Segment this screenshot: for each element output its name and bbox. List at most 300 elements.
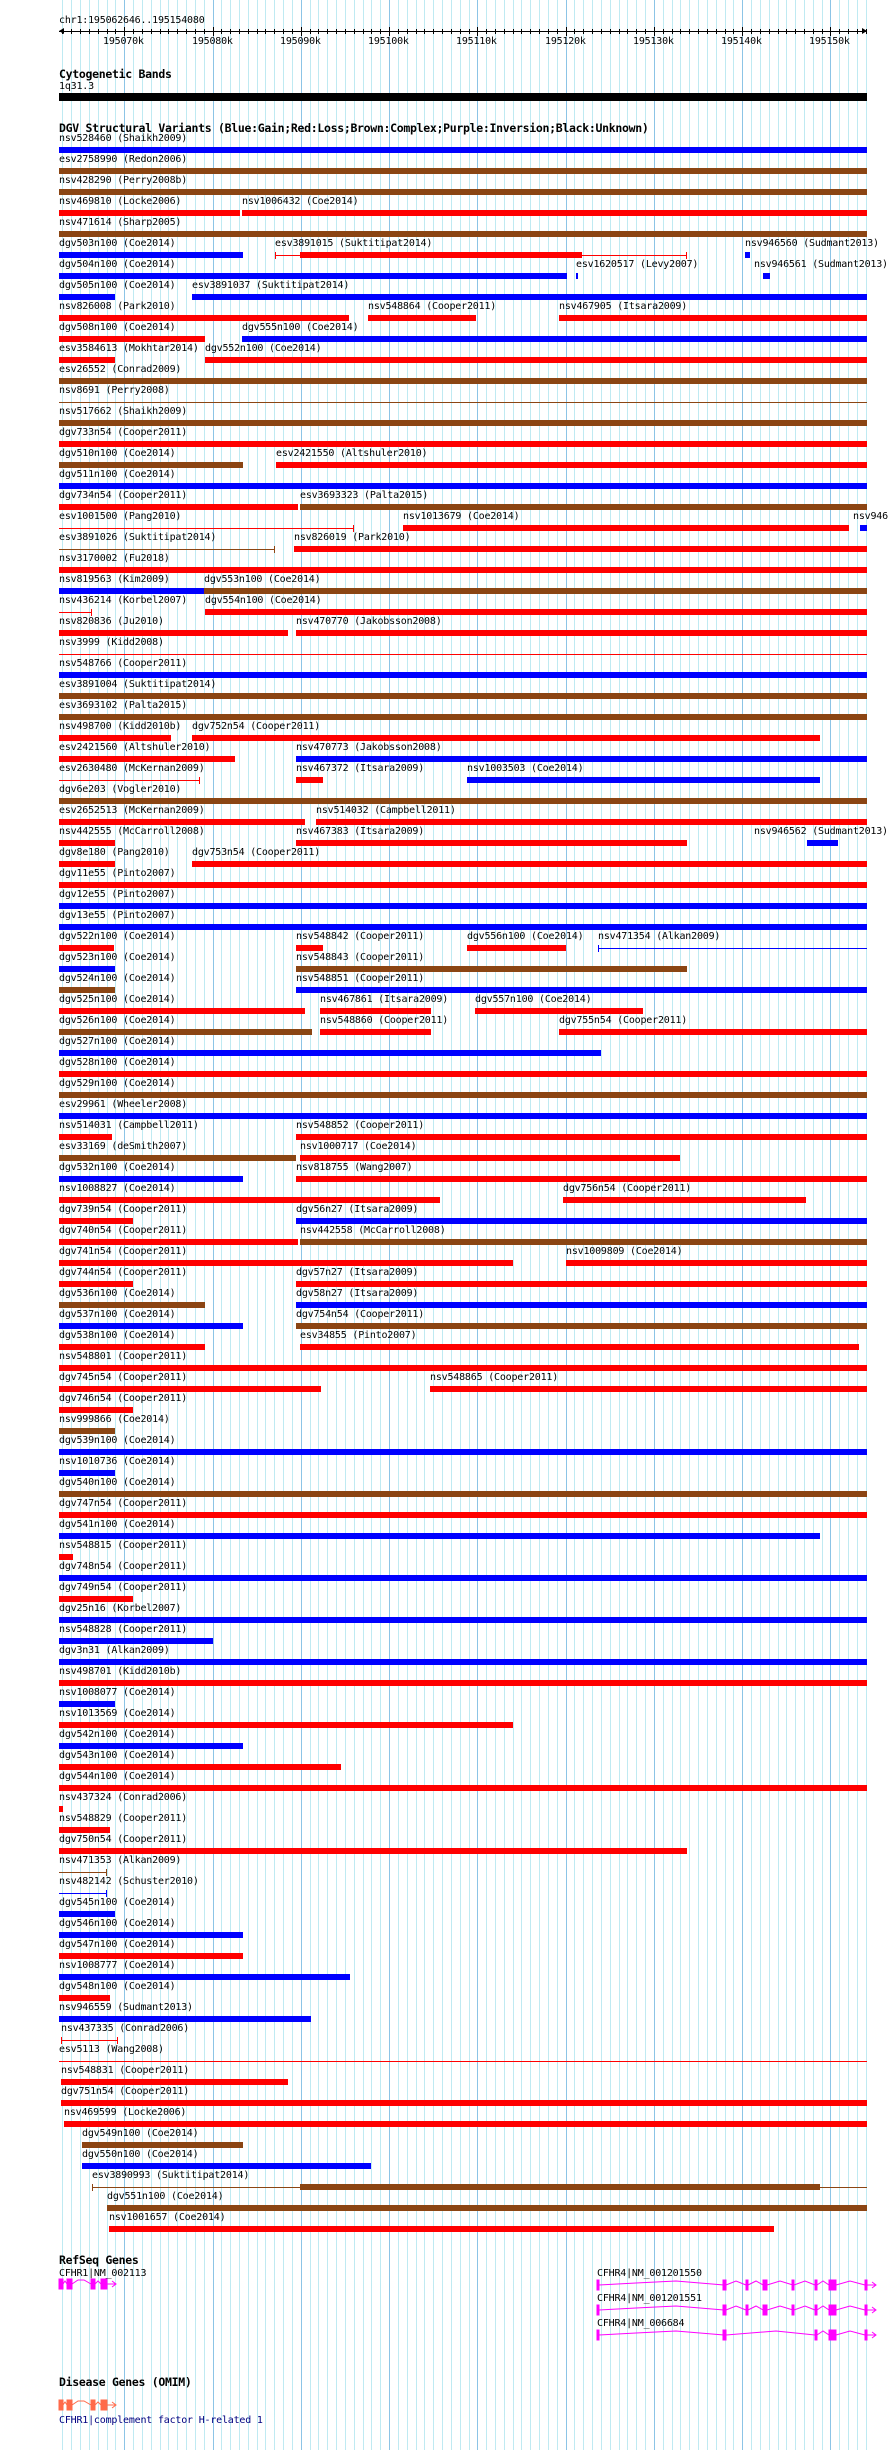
variant-bar[interactable] [59, 1281, 133, 1287]
variant-label[interactable]: dgv751n54 (Cooper2011) [61, 2086, 190, 2097]
variant-label[interactable]: nsv946561 (Sudmant2013) [754, 259, 888, 270]
variant-label[interactable]: nsv548842 (Cooper2011) [296, 931, 425, 942]
variant-label[interactable]: esv34855 (Pinto2007) [300, 1330, 417, 1341]
variant-label[interactable]: dgv755n54 (Cooper2011) [559, 1015, 688, 1026]
variant-label[interactable]: nsv548829 (Cooper2011) [59, 1813, 188, 1824]
variant-label[interactable]: nsv1000717 (Coe2014) [300, 1141, 417, 1152]
variant-bar[interactable] [82, 2142, 243, 2148]
variant-bar[interactable] [296, 1323, 867, 1329]
variant-bar[interactable] [59, 693, 867, 699]
variant-label[interactable]: nsv470773 (Jakobsson2008) [296, 742, 442, 753]
variant-bar[interactable] [59, 798, 867, 804]
variant-bar[interactable] [59, 1638, 213, 1644]
variant-label[interactable]: dgv740n54 (Cooper2011) [59, 1225, 188, 1236]
variant-bar[interactable] [59, 756, 235, 762]
variant-label[interactable]: nsv548831 (Cooper2011) [61, 2065, 190, 2076]
variant-line[interactable] [59, 549, 275, 550]
variant-bar[interactable] [59, 1911, 115, 1917]
variant-bar[interactable] [82, 2163, 371, 2169]
variant-label[interactable]: nsv1008077 (Coe2014) [59, 1687, 176, 1698]
variant-label[interactable]: nsv436214 (Korbel2007) [59, 595, 188, 606]
variant-bar[interactable] [59, 945, 114, 951]
gene-label[interactable]: CFHR4|NM_001201550 [597, 2268, 702, 2279]
variant-bar[interactable] [296, 777, 323, 783]
variant-bar[interactable] [59, 1302, 205, 1308]
variant-label[interactable]: esv5113 (Wang2008) [59, 2044, 164, 2055]
variant-bar[interactable] [59, 1449, 867, 1455]
variant-bar[interactable] [559, 1029, 867, 1035]
variant-bar[interactable] [242, 336, 867, 342]
variant-label[interactable]: nsv437324 (Conrad2006) [59, 1792, 188, 1803]
variant-bar[interactable] [296, 840, 687, 846]
variant-bar[interactable] [59, 1722, 513, 1728]
variant-bar[interactable] [192, 861, 867, 867]
variant-bar[interactable] [205, 357, 867, 363]
variant-label[interactable]: nsv826008 (Park2010) [59, 301, 176, 312]
variant-label[interactable]: dgv749n54 (Cooper2011) [59, 1582, 188, 1593]
variant-label[interactable]: nsv442558 (McCarroll2008) [300, 1225, 446, 1236]
variant-bar[interactable] [296, 987, 867, 993]
variant-label[interactable]: esv2421560 (Altshuler2010) [59, 742, 211, 753]
variant-label[interactable]: nsv3999 (Kidd2008) [59, 637, 164, 648]
variant-bar[interactable] [300, 252, 582, 258]
variant-label[interactable]: dgv549n100 (Coe2014) [82, 2128, 199, 2139]
variant-bar[interactable] [192, 294, 867, 300]
variant-bar[interactable] [59, 1092, 867, 1098]
variant-bar[interactable] [566, 1260, 867, 1266]
variant-bar[interactable] [59, 273, 567, 279]
variant-label[interactable]: dgv557n100 (Coe2014) [475, 994, 592, 1005]
variant-label[interactable]: dgv540n100 (Coe2014) [59, 1477, 176, 1488]
variant-label[interactable]: nsv826019 (Park2010) [294, 532, 411, 543]
variant-bar[interactable] [59, 567, 867, 573]
variant-label[interactable]: dgv532n100 (Coe2014) [59, 1162, 176, 1173]
variant-bar[interactable] [204, 588, 867, 594]
variant-label[interactable]: dgv527n100 (Coe2014) [59, 1036, 176, 1047]
variant-bar[interactable] [59, 1071, 867, 1077]
variant-bar[interactable] [59, 966, 115, 972]
variant-bar[interactable] [59, 1008, 305, 1014]
variant-label[interactable]: dgv504n100 (Coe2014) [59, 259, 176, 270]
variant-label[interactable]: esv2758990 (Redon2006) [59, 154, 188, 165]
variant-label[interactable]: dgv528n100 (Coe2014) [59, 1057, 176, 1068]
variant-bar[interactable] [745, 252, 750, 258]
variant-bar[interactable] [59, 1827, 110, 1833]
variant-label[interactable]: dgv551n100 (Coe2014) [107, 2191, 224, 2202]
variant-bar[interactable] [192, 735, 820, 741]
variant-label[interactable]: nsv548843 (Cooper2011) [296, 952, 425, 963]
variant-bar[interactable] [467, 777, 820, 783]
variant-line[interactable] [59, 612, 92, 613]
variant-bar[interactable] [320, 1029, 431, 1035]
variant-bar[interactable] [296, 1176, 867, 1182]
variant-label[interactable]: dgv746n54 (Cooper2011) [59, 1393, 188, 1404]
variant-bar[interactable] [59, 147, 867, 153]
variant-label[interactable]: nsv1009809 (Coe2014) [566, 1246, 683, 1257]
variant-bar[interactable] [296, 630, 867, 636]
variant-bar[interactable] [59, 714, 867, 720]
variant-label[interactable]: dgv548n100 (Coe2014) [59, 1981, 176, 1992]
variant-bar[interactable] [59, 1596, 133, 1602]
omim-gene-label[interactable]: CFHR1|complement factor H-related 1 [59, 2415, 263, 2426]
variant-label[interactable]: nsv514031 (Campbell2011) [59, 1120, 199, 1131]
variant-label[interactable]: esv26552 (Conrad2009) [59, 364, 182, 375]
variant-bar[interactable] [59, 1701, 115, 1707]
gene-label[interactable]: CFHR4|NM_001201551 [597, 2293, 702, 2304]
variant-bar[interactable] [242, 210, 867, 216]
cytoband-bar[interactable] [59, 93, 867, 101]
variant-label[interactable]: dgv741n54 (Cooper2011) [59, 1246, 188, 1257]
variant-label[interactable]: nsv528460 (Shaikh2009) [59, 133, 188, 144]
variant-label[interactable]: dgv510n100 (Coe2014) [59, 448, 176, 459]
variant-bar[interactable] [59, 1533, 820, 1539]
variant-label[interactable]: dgv542n100 (Coe2014) [59, 1729, 176, 1740]
variant-label[interactable]: dgv505n100 (Coe2014) [59, 280, 176, 291]
gene-cfhr4-glyph[interactable] [596, 2304, 878, 2316]
variant-bar[interactable] [860, 525, 867, 531]
variant-bar[interactable] [59, 2016, 311, 2022]
variant-bar[interactable] [807, 840, 838, 846]
gene-cfhr4-glyph[interactable] [596, 2279, 878, 2291]
variant-bar[interactable] [59, 1995, 110, 2001]
variant-bar[interactable] [59, 630, 288, 636]
variant-bar[interactable] [294, 546, 867, 552]
gene-label[interactable]: CFHR4|NM_006684 [597, 2318, 685, 2329]
variant-bar[interactable] [59, 1953, 243, 1959]
variant-label[interactable]: dgv508n100 (Coe2014) [59, 322, 176, 333]
variant-label[interactable]: esv3584613 (Mokhtar2014) [59, 343, 199, 354]
variant-label[interactable]: nsv470770 (Jakobsson2008) [296, 616, 442, 627]
variant-label[interactable]: dgv529n100 (Coe2014) [59, 1078, 176, 1089]
variant-bar[interactable] [296, 1218, 867, 1224]
variant-label[interactable]: dgv541n100 (Coe2014) [59, 1519, 176, 1530]
variant-line[interactable] [59, 2061, 867, 2062]
variant-label[interactable]: nsv946562 (Sudmant2013) [754, 826, 888, 837]
variant-bar[interactable] [59, 1134, 112, 1140]
variant-label[interactable]: dgv6e203 (Vogler2010) [59, 784, 182, 795]
variant-label[interactable]: dgv58n27 (Itsara2009) [296, 1288, 419, 1299]
variant-bar[interactable] [59, 840, 115, 846]
variant-bar[interactable] [59, 1554, 73, 1560]
variant-label[interactable]: dgv11e55 (Pinto2007) [59, 868, 176, 879]
variant-label[interactable]: dgv543n100 (Coe2014) [59, 1750, 176, 1761]
variant-bar[interactable] [59, 462, 243, 468]
variant-label[interactable]: dgv538n100 (Coe2014) [59, 1330, 176, 1341]
variant-bar[interactable] [296, 1302, 867, 1308]
variant-bar[interactable] [59, 819, 305, 825]
variant-bar[interactable] [59, 1260, 513, 1266]
variant-label[interactable]: nsv999866 (Coe2014) [59, 1414, 170, 1425]
variant-label[interactable]: nsv946 [853, 511, 888, 522]
variant-label[interactable]: nsv548815 (Cooper2011) [59, 1540, 188, 1551]
variant-label[interactable]: nsv498700 (Kidd2010b) [59, 721, 182, 732]
variant-bar[interactable] [467, 945, 566, 951]
variant-bar[interactable] [59, 231, 867, 237]
variant-bar[interactable] [59, 1407, 133, 1413]
variant-bar[interactable] [205, 609, 867, 615]
variant-bar[interactable] [300, 1155, 680, 1161]
variant-label[interactable]: nsv548801 (Cooper2011) [59, 1351, 188, 1362]
variant-bar[interactable] [59, 294, 115, 300]
gene-cfhr1-glyph[interactable] [58, 2278, 120, 2290]
variant-bar[interactable] [59, 168, 867, 174]
variant-bar[interactable] [59, 588, 204, 594]
variant-bar[interactable] [64, 2121, 867, 2127]
variant-label[interactable]: nsv8691 (Perry2008) [59, 385, 170, 396]
variant-label[interactable]: nsv3170002 (Fu2018) [59, 553, 170, 564]
variant-bar[interactable] [576, 273, 578, 279]
variant-bar[interactable] [316, 819, 867, 825]
variant-label[interactable]: nsv818755 (Wang2007) [296, 1162, 413, 1173]
variant-bar[interactable] [403, 525, 849, 531]
variant-label[interactable]: dgv744n54 (Cooper2011) [59, 1267, 188, 1278]
variant-bar[interactable] [59, 1680, 867, 1686]
variant-bar[interactable] [300, 1344, 859, 1350]
variant-label[interactable]: nsv467383 (Itsara2009) [296, 826, 425, 837]
variant-label[interactable]: dgv544n100 (Coe2014) [59, 1771, 176, 1782]
variant-label[interactable]: dgv550n100 (Coe2014) [82, 2149, 199, 2160]
gene-label[interactable]: CFHR1|NM_002113 [59, 2268, 147, 2279]
variant-bar[interactable] [59, 420, 867, 426]
variant-bar[interactable] [320, 1008, 431, 1014]
variant-bar[interactable] [59, 1575, 867, 1581]
variant-bar[interactable] [276, 462, 867, 468]
variant-bar[interactable] [300, 2184, 820, 2190]
variant-bar[interactable] [296, 756, 867, 762]
variant-label[interactable]: nsv467905 (Itsara2009) [559, 301, 688, 312]
variant-label[interactable]: dgv752n54 (Cooper2011) [192, 721, 321, 732]
variant-label[interactable]: dgv554n100 (Coe2014) [205, 595, 322, 606]
variant-label[interactable]: nsv498701 (Kidd2010b) [59, 1666, 182, 1677]
variant-label[interactable]: dgv511n100 (Coe2014) [59, 469, 176, 480]
variant-bar[interactable] [59, 735, 171, 741]
variant-bar[interactable] [296, 966, 687, 972]
variant-label[interactable]: dgv747n54 (Cooper2011) [59, 1498, 188, 1509]
variant-bar[interactable] [59, 1050, 601, 1056]
variant-label[interactable]: esv2630480 (McKernan2009) [59, 763, 205, 774]
variant-label[interactable]: dgv739n54 (Cooper2011) [59, 1204, 188, 1215]
variant-bar[interactable] [59, 210, 240, 216]
variant-label[interactable]: esv2421550 (Altshuler2010) [276, 448, 428, 459]
variant-bar[interactable] [59, 1491, 867, 1497]
variant-label[interactable]: nsv819563 (Kim2009) [59, 574, 170, 585]
variant-line[interactable] [59, 402, 867, 403]
variant-label[interactable]: nsv548864 (Cooper2011) [368, 301, 497, 312]
variant-bar[interactable] [475, 1008, 643, 1014]
variant-label[interactable]: nsv548865 (Cooper2011) [430, 1372, 559, 1383]
variant-label[interactable]: nsv548828 (Cooper2011) [59, 1624, 188, 1635]
variant-label[interactable]: dgv556n100 (Coe2014) [467, 931, 584, 942]
variant-line[interactable] [59, 1872, 107, 1873]
variant-bar[interactable] [59, 1239, 298, 1245]
variant-label[interactable]: dgv539n100 (Coe2014) [59, 1435, 176, 1446]
variant-label[interactable]: nsv548766 (Cooper2011) [59, 658, 188, 669]
variant-label[interactable]: nsv548860 (Cooper2011) [320, 1015, 449, 1026]
variant-bar[interactable] [59, 1848, 687, 1854]
variant-bar[interactable] [59, 1029, 312, 1035]
variant-label[interactable]: dgv545n100 (Coe2014) [59, 1897, 176, 1908]
variant-bar[interactable] [59, 1764, 341, 1770]
variant-bar[interactable] [59, 357, 115, 363]
variant-label[interactable]: dgv56n27 (Itsara2009) [296, 1204, 419, 1215]
variant-label[interactable]: dgv57n27 (Itsara2009) [296, 1267, 419, 1278]
variant-bar[interactable] [59, 924, 867, 930]
variant-bar[interactable] [61, 2079, 288, 2085]
variant-label[interactable]: nsv548851 (Cooper2011) [296, 973, 425, 984]
variant-line[interactable] [61, 2040, 118, 2041]
variant-bar[interactable] [59, 1428, 115, 1434]
variant-label[interactable]: nsv471354 (Alkan2009) [598, 931, 721, 942]
variant-bar[interactable] [59, 1323, 243, 1329]
variant-label[interactable]: esv33169 (deSmith2007) [59, 1141, 188, 1152]
variant-label[interactable]: nsv517662 (Shaikh2009) [59, 406, 188, 417]
variant-label[interactable]: esv2652513 (McKernan2009) [59, 805, 205, 816]
variant-label[interactable]: dgv12e55 (Pinto2007) [59, 889, 176, 900]
variant-bar[interactable] [59, 504, 298, 510]
variant-label[interactable]: dgv733n54 (Cooper2011) [59, 427, 188, 438]
variant-label[interactable]: esv3891015 (Suktitipat2014) [275, 238, 433, 249]
variant-bar[interactable] [296, 1134, 867, 1140]
variant-label[interactable]: dgv523n100 (Coe2014) [59, 952, 176, 963]
variant-label[interactable]: nsv471353 (Alkan2009) [59, 1855, 182, 1866]
variant-label[interactable]: dgv734n54 (Cooper2011) [59, 490, 188, 501]
variant-label[interactable]: nsv482142 (Schuster2010) [59, 1876, 199, 1887]
variant-bar[interactable] [61, 2100, 867, 2106]
variant-label[interactable]: nsv1013569 (Coe2014) [59, 1708, 176, 1719]
gene-cfhr4-glyph[interactable] [596, 2329, 878, 2341]
variant-label[interactable]: nsv469599 (Locke2006) [64, 2107, 187, 2118]
variant-label[interactable]: dgv522n100 (Coe2014) [59, 931, 176, 942]
variant-label[interactable]: dgv748n54 (Cooper2011) [59, 1561, 188, 1572]
variant-label[interactable]: esv29961 (Wheeler2008) [59, 1099, 188, 1110]
variant-label[interactable]: dgv525n100 (Coe2014) [59, 994, 176, 1005]
variant-label[interactable]: dgv555n100 (Coe2014) [242, 322, 359, 333]
variant-label[interactable]: esv3891037 (Suktitipat2014) [192, 280, 350, 291]
variant-bar[interactable] [563, 1197, 806, 1203]
variant-bar[interactable] [368, 315, 476, 321]
variant-label[interactable]: dgv753n54 (Cooper2011) [192, 847, 321, 858]
variant-label[interactable]: esv1001500 (Pang2010) [59, 511, 182, 522]
variant-label[interactable]: nsv471614 (Sharp2005) [59, 217, 182, 228]
variant-bar[interactable] [763, 273, 770, 279]
variant-bar[interactable] [59, 1785, 867, 1791]
variant-label[interactable]: nsv469810 (Locke2006) [59, 196, 182, 207]
variant-label[interactable]: dgv553n100 (Coe2014) [204, 574, 321, 585]
variant-label[interactable]: nsv437335 (Conrad2006) [61, 2023, 190, 2034]
variant-bar[interactable] [59, 1743, 243, 1749]
variant-line[interactable] [59, 654, 867, 655]
variant-label[interactable]: dgv503n100 (Coe2014) [59, 238, 176, 249]
variant-label[interactable]: dgv547n100 (Coe2014) [59, 1939, 176, 1950]
variant-label[interactable]: nsv946560 (Sudmant2013) [745, 238, 879, 249]
variant-label[interactable]: nsv442555 (McCarroll2008) [59, 826, 205, 837]
variant-label[interactable]: dgv8e180 (Pang2010) [59, 847, 170, 858]
variant-label[interactable]: dgv537n100 (Coe2014) [59, 1309, 176, 1320]
variant-bar[interactable] [107, 2205, 867, 2211]
variant-label[interactable]: dgv526n100 (Coe2014) [59, 1015, 176, 1026]
variant-bar[interactable] [59, 483, 867, 489]
variant-label[interactable]: dgv546n100 (Coe2014) [59, 1918, 176, 1929]
variant-label[interactable]: esv3693102 (Palta2015) [59, 700, 188, 711]
variant-bar[interactable] [59, 1113, 867, 1119]
variant-bar[interactable] [109, 2226, 774, 2232]
variant-label[interactable]: nsv467861 (Itsara2009) [320, 994, 449, 1005]
variant-bar[interactable] [59, 1218, 133, 1224]
variant-label[interactable]: nsv1013679 (Coe2014) [403, 511, 520, 522]
variant-bar[interactable] [59, 336, 205, 342]
variant-bar[interactable] [300, 1239, 867, 1245]
variant-bar[interactable] [59, 1617, 867, 1623]
variant-label[interactable]: nsv467372 (Itsara2009) [296, 763, 425, 774]
variant-bar[interactable] [59, 1197, 440, 1203]
variant-bar[interactable] [59, 882, 867, 888]
variant-label[interactable]: dgv25n16 (Korbel2007) [59, 1603, 182, 1614]
variant-label[interactable]: nsv1008827 (Coe2014) [59, 1183, 176, 1194]
variant-bar[interactable] [300, 504, 867, 510]
variant-bar[interactable] [59, 1512, 867, 1518]
variant-line[interactable] [59, 1893, 107, 1894]
variant-bar[interactable] [59, 1155, 296, 1161]
variant-bar[interactable] [59, 1386, 321, 1392]
variant-label[interactable]: nsv1006432 (Coe2014) [242, 196, 359, 207]
variant-bar[interactable] [59, 861, 115, 867]
variant-label[interactable]: nsv1001657 (Coe2014) [109, 2212, 226, 2223]
variant-bar[interactable] [59, 672, 867, 678]
variant-bar[interactable] [430, 1386, 867, 1392]
variant-bar[interactable] [59, 315, 349, 321]
variant-label[interactable]: nsv1008777 (Coe2014) [59, 1960, 176, 1971]
variant-bar[interactable] [59, 1932, 243, 1938]
variant-bar[interactable] [59, 1659, 867, 1665]
variant-label[interactable]: dgv552n100 (Coe2014) [205, 343, 322, 354]
variant-label[interactable]: dgv754n54 (Cooper2011) [296, 1309, 425, 1320]
variant-bar[interactable] [296, 945, 323, 951]
variant-label[interactable]: nsv820836 (Ju2010) [59, 616, 164, 627]
variant-bar[interactable] [59, 378, 867, 384]
variant-line[interactable] [598, 948, 867, 949]
variant-label[interactable]: dgv756n54 (Cooper2011) [563, 1183, 692, 1194]
variant-label[interactable]: dgv3n31 (Alkan2009) [59, 1645, 170, 1656]
variant-line[interactable] [59, 780, 200, 781]
variant-bar[interactable] [59, 1974, 350, 1980]
variant-label[interactable]: esv3891026 (Suktitipat2014) [59, 532, 217, 543]
variant-bar[interactable] [59, 1806, 63, 1812]
variant-bar[interactable] [559, 315, 867, 321]
variant-label[interactable]: nsv946559 (Sudmant2013) [59, 2002, 193, 2013]
variant-label[interactable]: esv3891004 (Suktitipat2014) [59, 679, 217, 690]
variant-bar[interactable] [59, 252, 243, 258]
variant-label[interactable]: dgv13e55 (Pinto2007) [59, 910, 176, 921]
variant-bar[interactable] [59, 189, 867, 195]
variant-bar[interactable] [296, 1281, 867, 1287]
variant-label[interactable]: esv1620517 (Levy2007) [576, 259, 699, 270]
variant-label[interactable]: nsv548852 (Cooper2011) [296, 1120, 425, 1131]
variant-bar[interactable] [59, 441, 867, 447]
variant-label[interactable]: esv3890993 (Suktitipat2014) [92, 2170, 250, 2181]
variant-label[interactable]: dgv536n100 (Coe2014) [59, 1288, 176, 1299]
variant-bar[interactable] [59, 1470, 115, 1476]
variant-label[interactable]: dgv745n54 (Cooper2011) [59, 1372, 188, 1383]
variant-label[interactable]: nsv428290 (Perry2008b) [59, 175, 188, 186]
variant-bar[interactable] [59, 1365, 867, 1371]
omim-gene-glyph[interactable] [58, 2399, 120, 2411]
variant-bar[interactable] [59, 903, 867, 909]
variant-label[interactable]: nsv1010736 (Coe2014) [59, 1456, 176, 1467]
variant-label[interactable]: dgv524n100 (Coe2014) [59, 973, 176, 984]
variant-label[interactable]: nsv514032 (Campbell2011) [316, 805, 456, 816]
variant-bar[interactable] [59, 987, 115, 993]
variant-label[interactable]: nsv1003503 (Coe2014) [467, 763, 584, 774]
